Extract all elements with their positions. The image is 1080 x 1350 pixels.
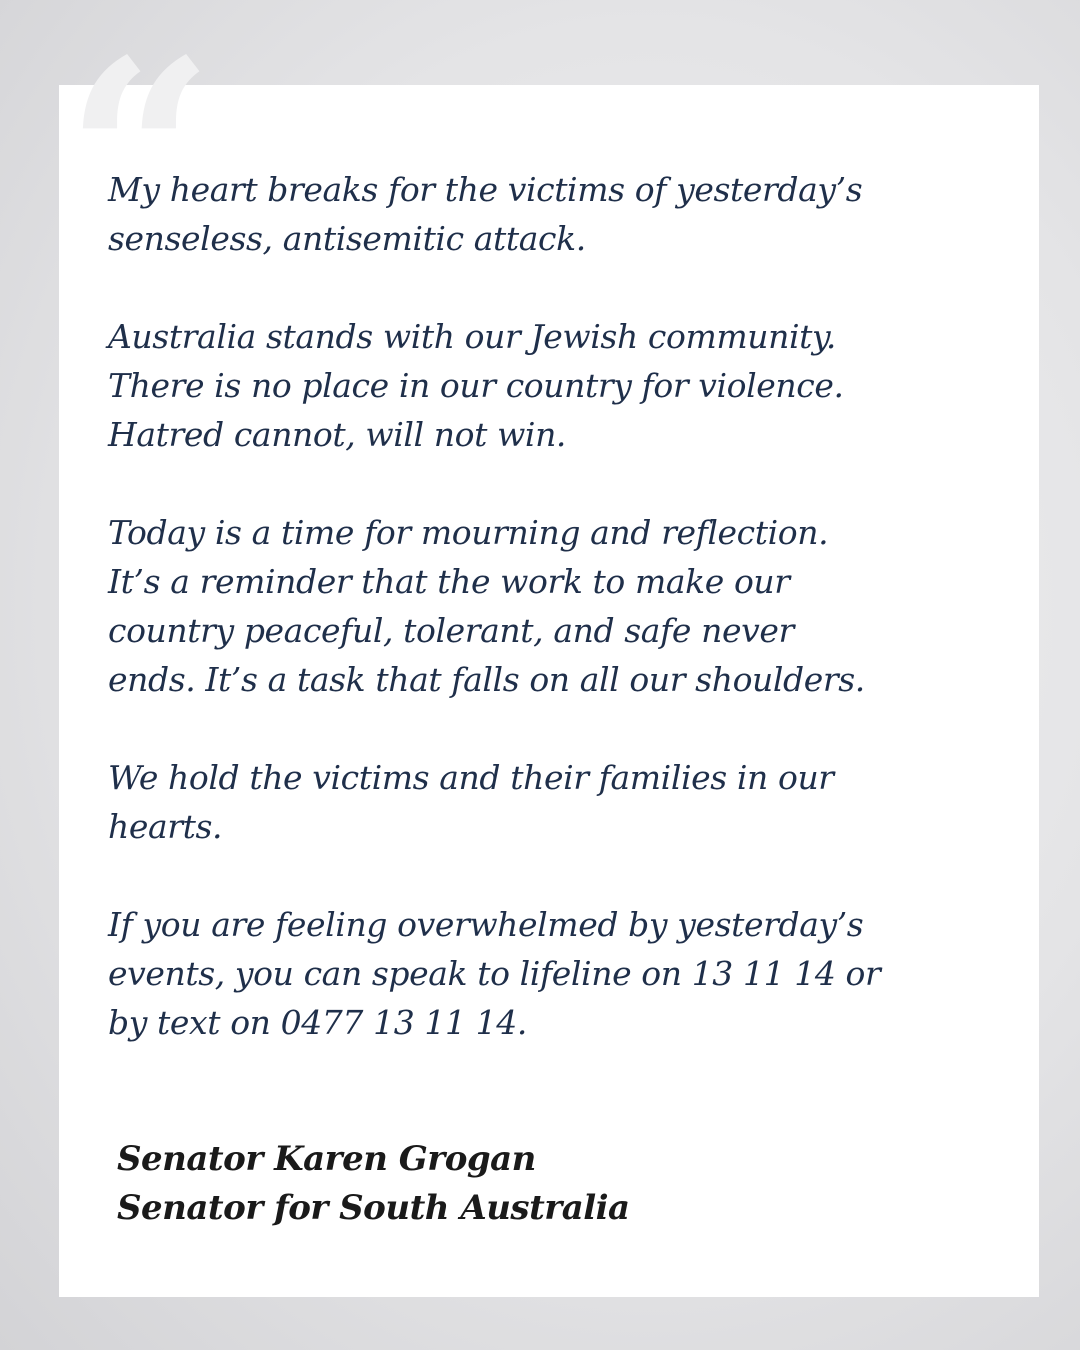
statement-paragraph — [108, 508, 1008, 704]
statement-line: There is no place in our country for violence. — [108, 366, 844, 405]
signature-title: Senator for South Australia — [117, 1188, 630, 1228]
quotation-mark-icon: “ — [65, 4, 201, 309]
statement-line: Hatred cannot, will not win. — [108, 415, 567, 454]
statement-line: senseless, antisemitic attack. — [108, 219, 586, 258]
statement-line: If you are feeling overwhelmed by yesterday’s — [108, 905, 864, 944]
statement-line: events, you can speak to lifeline on 13 11 14 or — [108, 954, 881, 993]
statement-line: country peaceful, tolerant, and safe never — [108, 611, 794, 650]
statement-card — [59, 4, 1039, 1297]
statement-line: We hold the victims and their families in our — [108, 758, 834, 797]
signature-block — [117, 1135, 630, 1233]
signature-name: Senator Karen Grogan — [117, 1139, 536, 1179]
statement-body — [108, 165, 1008, 1047]
statement-line: ends. It’s a task that falls on all our shoulders. — [108, 660, 865, 699]
statement-paragraph — [108, 312, 1008, 459]
statement-paragraph — [108, 900, 1008, 1047]
statement-line: hearts. — [108, 807, 223, 846]
statement-line: Australia stands with our Jewish community. — [108, 317, 836, 356]
statement-paragraph — [108, 753, 1008, 851]
statement-line: Today is a time for mourning and reflection. — [108, 513, 829, 552]
statement-line: It’s a reminder that the work to make our — [108, 562, 790, 601]
statement-paragraph — [108, 165, 1008, 263]
statement-line: My heart breaks for the victims of yesterday’s — [108, 170, 863, 209]
statement-line: by text on 0477 13 11 14. — [108, 1003, 527, 1042]
